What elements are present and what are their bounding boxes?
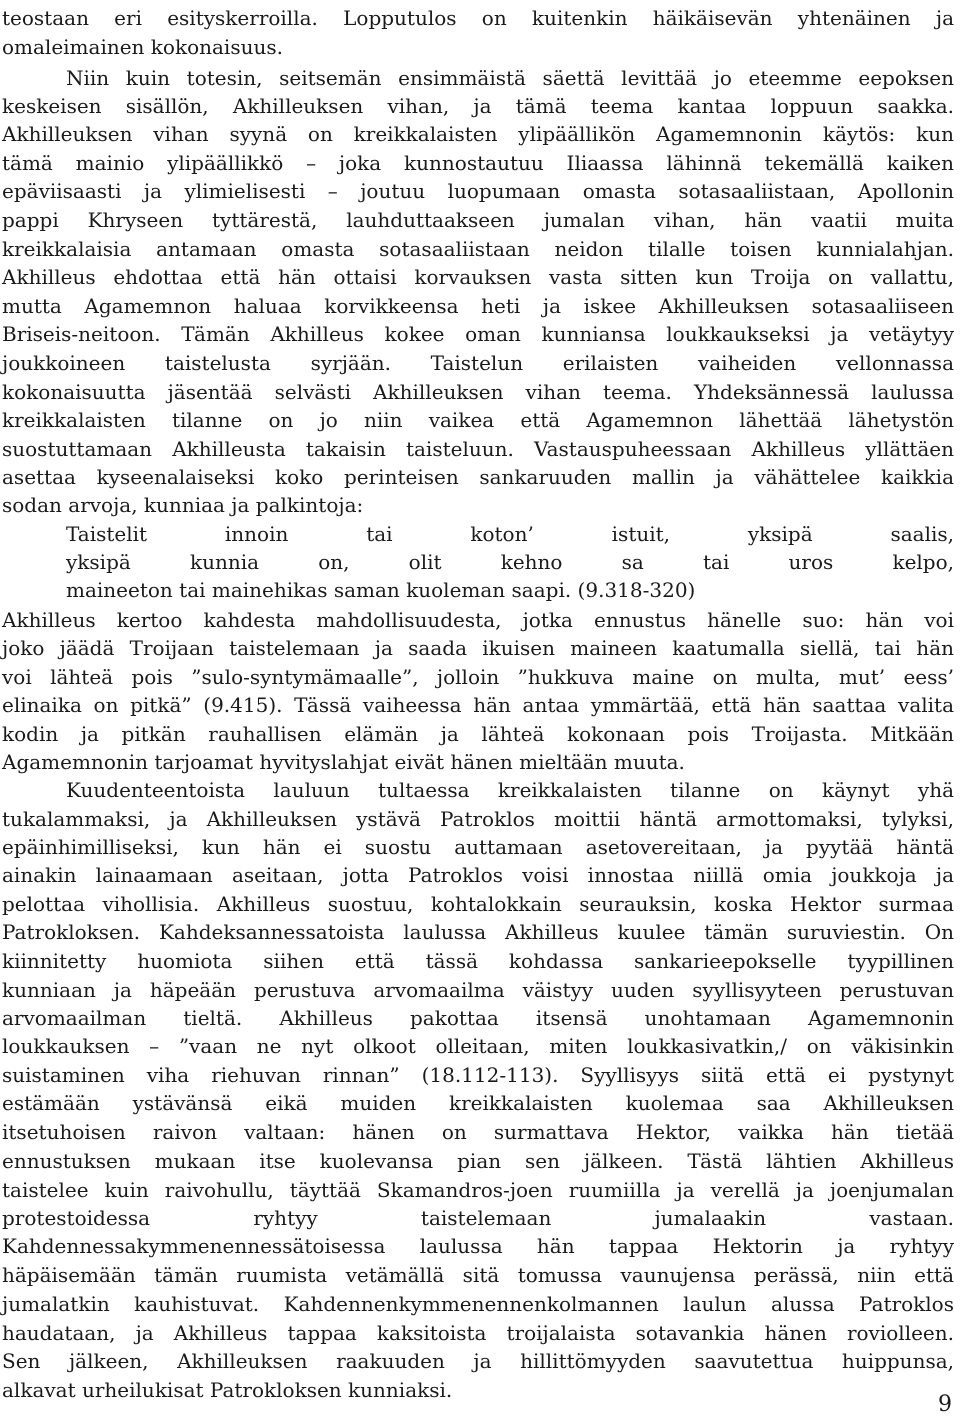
text-line: asettaa kyseenalaiseksi koko perinteisen sankaruuden mallin ja vähättelee kaikkia: [2, 465, 954, 489]
text-line: ennustuksen mukaan itse kuolevansa pian sen jälkeen. Tästä lähtien Akhilleus: [2, 1149, 954, 1173]
text-line: kokonaisuutta jäsentää selvästi Akhilleuksen vihan teema. Yhdeksännessä laulussa: [2, 380, 954, 404]
text-line: epäinhimilliseksi, kun hän ei suostu auttamaan asetovereitaan, ja pyytää häntä: [2, 835, 954, 859]
text-line: joko jäädä Troijaan taistelemaan ja saada ikuisen maineen kaatumalla siellä, tai hän: [2, 636, 954, 660]
text-line: mutta Agamemnon haluaa korvikkeensa heti ja iskee Akhilleuksen sotasaaliiseen: [2, 294, 954, 318]
text-line: sodan arvoja, kunniaa ja palkintoja:: [2, 493, 364, 517]
text-line: omaleimainen kokonaisuus.: [2, 35, 283, 59]
verse-line-citation: maineeton tai mainehikas saman kuoleman saapi. (9.318-320): [66, 578, 696, 602]
text-line: Akhilleuksen vihan syynä on kreikkalaisten ylipäällikön Agamemnonin käytös: kun: [2, 122, 954, 146]
verse-line: yksipä kunnia on, olit kehno sa tai uros kelpo,: [66, 550, 954, 574]
text-line: joukkoineen taistelusta syrjään. Taistelun erilaisten vaiheiden vellonnassa: [2, 351, 954, 375]
text-line: kunniaan ja häpeään perustuva arvomaailma väistyy uuden syyllisyyteen perustuvan: [2, 978, 954, 1002]
verse-line: Taistelit innoin tai koton’ istuit, yksipä saalis,: [66, 522, 954, 546]
page-number: 9: [938, 1392, 952, 1417]
text-line: suostuttamaan Akhilleusta takaisin taisteluun. Vastauspuheessaan Akhilleus yllättäen: [2, 437, 954, 461]
text-line: kreikkalaisia antamaan omasta sotasaaliistaan neidon tilalle toisen kunnialahjan.: [2, 237, 954, 261]
text-line: suistaminen viha riehuvan rinnan” (18.112-113). Syyllisyys siitä että ei pystynyt: [2, 1063, 954, 1087]
text-line: Akhilleus ehdottaa että hän ottaisi korvauksen vasta sitten kun Troija on vallattu,: [2, 265, 954, 289]
text-line: alkavat urheilukisat Patrokloksen kunniaksi.: [2, 1378, 453, 1402]
text-line: Kuudenteentoista lauluun tultaessa kreikkalaisten tilanne on käynyt yhä: [66, 778, 954, 802]
text-line: epäviisaasti ja ylimielisesti – joutuu luopumaan omasta sotasaaliistaan, Apollonin: [2, 179, 954, 203]
text-line: loukkauksen – ”vaan ne nyt olkoot olleitaan, miten loukkasivatkin,/ on väkisinkin: [2, 1034, 954, 1058]
text-line: Patrokloksen. Kahdeksannessatoista laulussa Akhilleus kuulee tämän suruviestin. On: [2, 920, 954, 944]
text-line: pappi Khryseen tyttärestä, lauhduttaakseen jumalan vihan, hän vaatii muita: [2, 208, 954, 232]
text-line: ainakin lainaamaan aseitaan, jotta Patroklos voisi innostaa niillä omia joukkoja ja: [2, 863, 954, 887]
text-line: kiinnitetty huomiota siihen että tässä kohdassa sankarieepokselle tyypillinen: [2, 949, 954, 973]
text-line: jumalatkin kauhistuvat. Kahdennenkymmenennenkolmannen laulun alussa Patroklos: [2, 1292, 954, 1316]
text-line: elinaika on pitkä” (9.415). Tässä vaiheessa hän antaa ymmärtää, että hän saattaa valita: [2, 693, 954, 717]
text-line: Kahdennessakymmenennessätoisessa laulussa hän tappaa Hektorin ja ryhtyy: [2, 1234, 954, 1258]
text-line: keskeisen sisällön, Akhilleuksen vihan, ja tämä teema kantaa loppuun saakka.: [2, 94, 954, 118]
text-line: arvomaailman tieltä. Akhilleus pakottaa itsensä unohtamaan Agamemnonin: [2, 1006, 954, 1030]
text-line: kodin ja pitkän rauhallisen elämän ja lähteä kokonaan pois Troijasta. Mitkään: [2, 722, 954, 746]
text-line: itsetuhoisen raivon valtaan: hänen on surmattava Hektor, vaikka hän tietää: [2, 1120, 954, 1144]
text-line: kreikkalaisten tilanne on jo niin vaikea että Agamemnon lähettää lähetystön: [2, 408, 954, 432]
text-line: protestoidessa ryhtyy taistelemaan jumalaakin vastaan.: [2, 1206, 954, 1230]
text-line: voi lähteä pois ”sulo-syntymämaalle”, jolloin ”hukkuva maine on multa, mut’ eess’: [2, 665, 954, 689]
text-line: Sen jälkeen, Akhilleuksen raakuuden ja hillittömyyden saavutettua huippunsa,: [2, 1349, 954, 1373]
text-line: taistelee kuin raivohullu, täyttää Skamandros-joen ruumiilla ja verellä ja joenjumalan: [2, 1178, 954, 1202]
text-line: tämä mainio ylipäällikkö – joka kunnostautuu Iliaassa lähinnä tekemällä kaiken: [2, 151, 954, 175]
text-line: estämään ystävänsä eikä muiden kreikkalaisten kuolemaa saa Akhilleuksen: [2, 1091, 954, 1115]
text-line: häpäisemään tämän ruumista vetämällä sitä tomussa vaunujensa perässä, niin että: [2, 1263, 954, 1287]
text-line: pelottaa vihollisia. Akhilleus suostuu, kohtalokkain seurauksin, koska Hektor surmaa: [2, 892, 954, 916]
text-line: Briseis-neitoon. Tämän Akhilleus kokee oman kunniansa loukkaukseksi ja vetäytyy: [2, 322, 954, 346]
text-line: Agamemnonin tarjoamat hyvityslahjat eivät hänen mieltään muuta.: [2, 750, 685, 774]
text-line: haudataan, ja Akhilleus tappaa kaksitoista troijalaista sotavankia hänen roviolleen.: [2, 1321, 954, 1345]
text-line: Niin kuin totesin, seitsemän ensimmäistä säettä levittää jo eteemme eepoksen: [66, 66, 954, 90]
text-line: teostaan eri esityskerroilla. Lopputulos on kuitenkin häikäisevän yhtenäinen ja: [2, 6, 954, 30]
text-line: Akhilleus kertoo kahdesta mahdollisuudesta, jotka ennustus hänelle suo: hän voi: [2, 608, 954, 632]
text-line: tukalammaksi, ja Akhilleuksen ystävä Patroklos moittii häntä armottomaksi, tylyksi,: [2, 807, 954, 831]
